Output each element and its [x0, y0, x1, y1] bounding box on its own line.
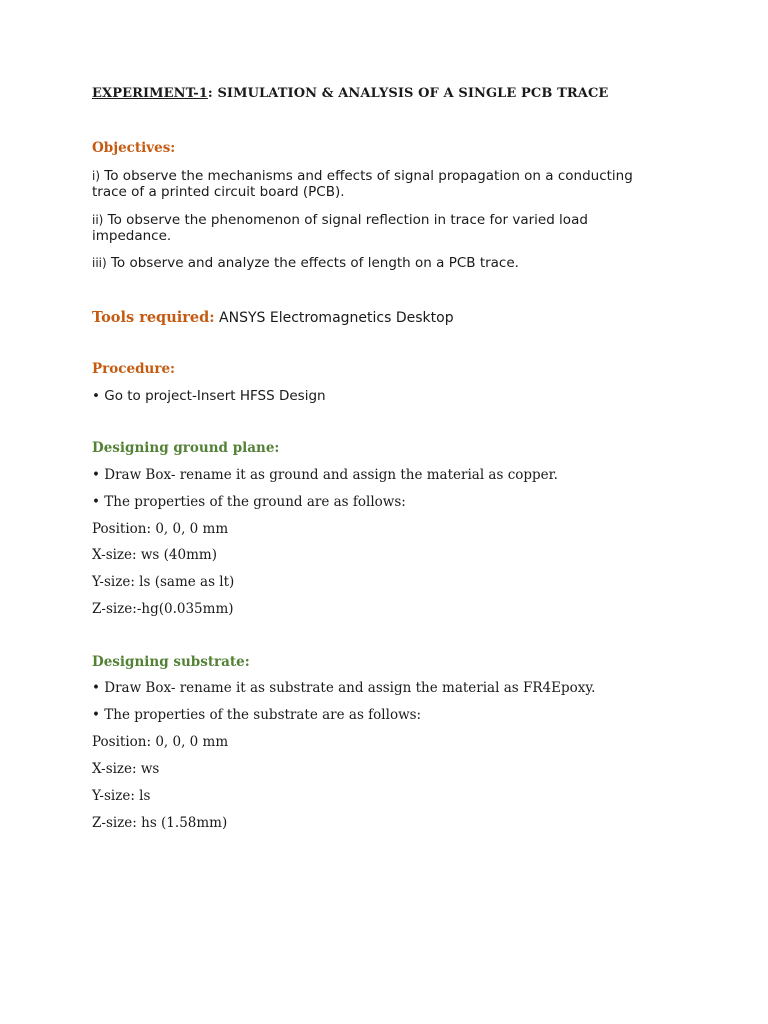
- procedure-item: • Go to project-Insert HFSS Design: [92, 388, 326, 404]
- objective-number: i): [92, 169, 101, 183]
- objective-item-2: [92, 212, 588, 229]
- tools-required: [92, 307, 454, 326]
- ground-plane-heading: Designing ground plane:: [92, 440, 280, 456]
- ground-item: • Draw Box- rename it as ground and assign the material as copper.: [92, 467, 558, 483]
- objective-text: To observe and analyze the effects of length on a PCB trace.: [106, 255, 519, 271]
- objective-text: To observe the mechanisms and effects of signal propagation on a conducting: [100, 168, 633, 184]
- objectives-heading: Objectives:: [92, 140, 176, 156]
- objective-number: iii): [92, 256, 107, 270]
- ground-item: X-size: ws (40mm): [92, 547, 217, 563]
- ground-item: • The properties of the ground are as follows:: [92, 494, 406, 510]
- objective-number: ii): [92, 213, 104, 227]
- objective-item-1-cont: trace of a printed circuit board (PCB).: [92, 184, 345, 200]
- ground-item: Position: 0, 0, 0 mm: [92, 521, 229, 537]
- substrate-item: Z-size: hs (1.58mm): [92, 815, 228, 831]
- objective-item-1: [92, 168, 633, 185]
- tools-value: ANSYS Electromagnetics Desktop: [214, 310, 454, 326]
- substrate-item: • Draw Box- rename it as substrate and assign the material as FR4Epoxy.: [92, 680, 596, 696]
- substrate-heading: Designing substrate:: [92, 654, 250, 670]
- objective-text: To observe the phenomenon of signal reflection in trace for varied load: [103, 212, 588, 228]
- experiment-number: EXPERIMENT-1: [92, 86, 208, 101]
- objective-item-3: [92, 255, 519, 272]
- objective-item-2-cont: impedance.: [92, 228, 172, 244]
- tools-label: Tools required:: [92, 309, 215, 326]
- ground-item: Y-size: ls (same as lt): [92, 574, 235, 590]
- substrate-item: Position: 0, 0, 0 mm: [92, 734, 229, 750]
- substrate-item: Y-size: ls: [92, 788, 151, 804]
- substrate-item: X-size: ws: [92, 761, 160, 777]
- procedure-heading: Procedure:: [92, 361, 176, 377]
- ground-item: Z-size:-hg(0.035mm): [92, 601, 234, 617]
- substrate-item: • The properties of the substrate are as follows:: [92, 707, 422, 723]
- page-title: [92, 86, 608, 101]
- experiment-title: : SIMULATION & ANALYSIS OF A SINGLE PCB TRACE: [207, 86, 609, 101]
